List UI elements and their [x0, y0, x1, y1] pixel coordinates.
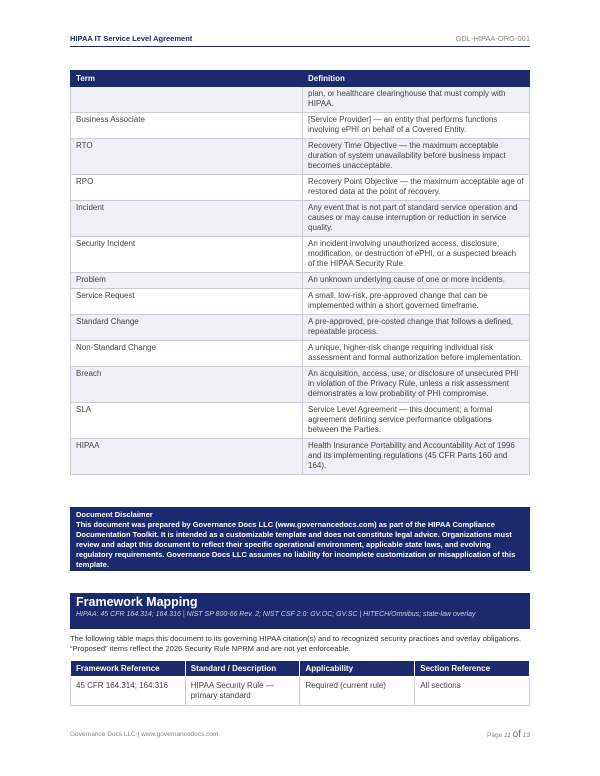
column-header-definition: Definition — [303, 71, 530, 87]
term-cell: Business Associate — [71, 113, 303, 139]
page-label: Page — [487, 732, 503, 739]
page-header — [70, 34, 530, 47]
term-cell: Security Incident — [71, 237, 303, 273]
framework-header-row — [71, 661, 530, 677]
framework-title: Framework Mapping — [76, 595, 198, 609]
document-code: GDL-HIPAA-ORG-001 — [455, 34, 530, 43]
framework-heading-band — [70, 593, 530, 629]
term-cell: Problem — [71, 273, 303, 289]
table-row — [71, 237, 530, 273]
column-header-applicability: Applicability — [300, 661, 415, 677]
term-cell: Standard Change — [71, 315, 303, 341]
section-reference-cell: All sections — [415, 677, 530, 706]
column-header-standard-description: Standard / Description — [185, 661, 300, 677]
definition-cell: An acquisition, access, use, or disclosure of unsecured PHI in violation of the Privacy Rule, unless a risk assessment demonstrates a low probability of PHI compromise. — [303, 367, 530, 403]
table-row — [71, 175, 530, 201]
table-row — [71, 367, 530, 403]
page-of-label: of — [512, 729, 521, 740]
term-cell — [71, 87, 303, 113]
page-current: 11 — [504, 732, 511, 739]
framework-subtitle: HIPAA: 45 CFR 164.314; 164.316 | NIST SP 800-66 Rev. 2; NIST CSF 2.0: GV.OC; GV.SC | HITECH/Omnibus; state-law overlay — [76, 611, 476, 618]
term-cell: SLA — [71, 403, 303, 439]
table-row — [71, 341, 530, 367]
definition-cell: A pre-approved, pre-costed change that follows a defined, repeatable process. — [303, 315, 530, 341]
column-header-section-reference: Section Reference — [415, 661, 530, 677]
term-cell: Service Request — [71, 289, 303, 315]
page-total: 13 — [522, 732, 530, 739]
term-cell: RPO — [71, 175, 303, 201]
framework-intro: The following table maps this document to its governing HIPAA citation(s) and to recognized security practices and overlay obligations. “Proposed” items reflect the 2026 Security Rule NPRM and are not yet enforceable. — [70, 634, 522, 653]
table-row — [71, 273, 530, 289]
page-number — [487, 729, 530, 740]
definition-cell: A small, low-risk, pre-approved change that can be implemented within a short governed timeframe. — [303, 289, 530, 315]
definition-cell: Recovery Point Objective — the maximum acceptable age of restored data at the point of recovery. — [303, 175, 530, 201]
table-row — [71, 677, 530, 706]
framework-table — [70, 660, 530, 706]
applicability-cell: Required (current rule) — [300, 677, 415, 706]
definition-cell: Any event that is not part of standard service operation and causes or may cause interruption or reduction in service quality. — [303, 201, 530, 237]
table-row — [71, 289, 530, 315]
term-cell: Incident — [71, 201, 303, 237]
framework-reference-cell: 45 CFR 164.314; 164.316 — [71, 677, 186, 706]
definition-cell: [Service Provider] — an entity that performs functions involving ePHI on behalf of a Covered Entity. — [303, 113, 530, 139]
standard-description-cell: HIPAA Security Rule — primary standard — [185, 677, 300, 706]
table-row — [71, 113, 530, 139]
definition-cell: A unique, higher-risk change requiring individual risk assessment and formal authorization before implementation. — [303, 341, 530, 367]
terms-header-row — [71, 71, 530, 87]
term-cell: Breach — [71, 367, 303, 403]
term-cell: Non-Standard Change — [71, 341, 303, 367]
column-header-framework-reference: Framework Reference — [71, 661, 186, 677]
table-row — [71, 439, 530, 475]
term-cell: RTO — [71, 139, 303, 175]
table-row — [71, 315, 530, 341]
document-title: HIPAA IT Service Level Agreement — [70, 34, 193, 43]
disclaimer-box — [70, 507, 530, 571]
table-row — [71, 87, 530, 113]
definition-cell: An incident involving unauthorized access, disclosure, modification, or destruction of ePHI, or a suspected breach of the HIPAA Security Rule. — [303, 237, 530, 273]
definition-cell: Recovery Time Objective — the maximum acceptable duration of system unavailability before business impact becomes unacceptable. — [303, 139, 530, 175]
definition-cell: Health Insurance Portability and Accountability Act of 1996 and its implementing regulations (45 CFR Parts 160 and 164). — [303, 439, 530, 475]
table-row — [71, 139, 530, 175]
table-row — [71, 201, 530, 237]
disclaimer-title: Document Disclaimer — [76, 510, 153, 519]
definition-cell: Service Level Agreement — this document; a formal agreement defining service performance obligations between the Parties. — [303, 403, 530, 439]
table-row — [71, 403, 530, 439]
footer-publisher: Governance Docs LLC | www.governancedocs.com — [70, 731, 219, 738]
term-cell: HIPAA — [71, 439, 303, 475]
column-header-term: Term — [71, 71, 303, 87]
disclaimer-body: This document was prepared by Governance Docs LLC (www.governancedocs.com) as part of the HIPAA Compliance Documentation Toolkit. It is intended as a customizable template and does not constitute legal advice. Organizations must review and adapt this document to reflect their specific operational environment, applicable state laws, and evolving regulatory requirements. Governance Docs LLC assumes no liability for incomplete customization or misapplication of this template. — [76, 520, 516, 569]
terms-table — [70, 70, 530, 475]
definition-cell: plan, or healthcare clearinghouse that must comply with HIPAA. — [303, 87, 530, 113]
definition-cell: An unknown underlying cause of one or more incidents. — [303, 273, 530, 289]
